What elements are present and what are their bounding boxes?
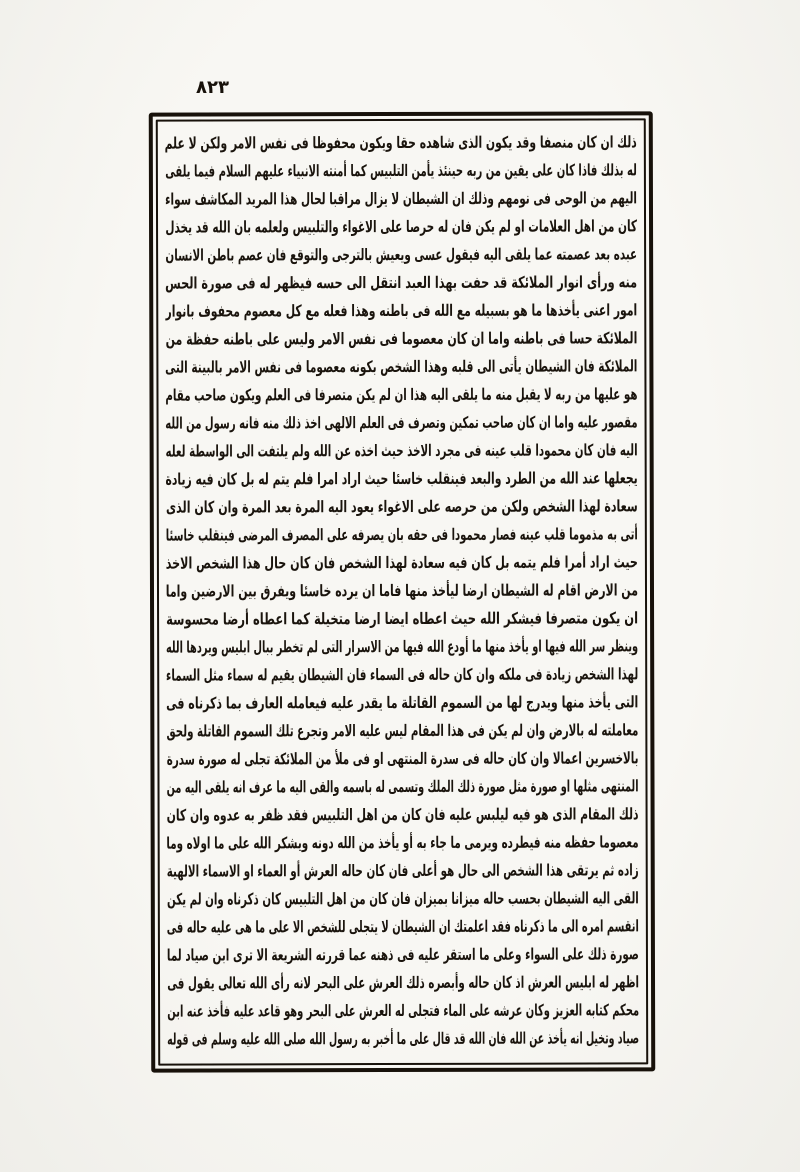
- page-number: ٨٢٣: [196, 77, 229, 98]
- text-line: صياد وتخيل انه يأخذ عن الله فان الله قد قال على ما أخبر به رسول الله صلى الله عليه وسلم فى قوله: [167, 1028, 640, 1049]
- page-border-inner-rule: [156, 118, 648, 1065]
- body-text: [165, 128, 639, 1055]
- text-line: له بذلك فاذا كان على يقين من ربه حينئذ يأمن التلبيس كما أمنته الانبياء عليهم السلام فيما يلقى: [165, 160, 637, 181]
- text-line: سعادة لهذا الشخص ولكن من حرصه على الاغواء يعود اليه المرة بعد المرة وان كان الذى: [165, 496, 638, 517]
- text-line: ذلك ان كان منصفا وقد يكون الذى شاهده حقا ويكون محفوظا فى نفس الامر ولكن لا علم: [164, 132, 637, 153]
- page-border-frame: [149, 111, 656, 1072]
- text-line: لهذا الشخص زيادة فى ملكه وان كان حاله فى السماء فان الشيطان يقيم له سماء مثل السماء: [166, 664, 639, 685]
- text-line: زاده ثم يرتقى هذا الشخص الى حال هو أعلى فان كان حاله العرش أو العماء او الاسماء الالهية: [166, 860, 639, 881]
- text-line: حيث اراد أمرا فلم يتمه بل كان فيه سعادة لهذا الشخص فان كان حال هذا الشخص الاخذ: [165, 552, 638, 573]
- text-line: من الارض اقام له الشيطان ارضا ليأخذ منها فاما ان يرده خاسئا ويفرق بين الارضين واما: [165, 580, 639, 601]
- text-line: كان من اهل العلامات او لم يكن فان له حرصا على الاغواء والتلبيس ولعلمه بان الله قد يخذل: [165, 216, 638, 237]
- text-line: الملائكة فان الشيطان يأتى الى قلبه وهذا الشخص بكونه معصوما فى نفس الامر بالبينة التى: [165, 356, 638, 377]
- text-line: مقصور عليه واما ان كان صاحب تمكين وتصرف فى العلم الالهى اخذ ذلك منه فانه رسول من الله: [165, 412, 638, 433]
- text-line: اليهم من الوحى فى نومهم وذلك ان الشيطان لا يزال مراقبا لحال هذا المريد المكاشف سواء: [165, 188, 637, 209]
- text-line: اظهر له ابليس العرش اذ كان حاله وأبصره ذلك العرش على البحر لانه رأى الله تعالى يقول فى: [167, 972, 640, 993]
- text-line: عبده بعد عصمته عما يلقى اليه فيقول عسى ويعيش بالترجى والتوقع فان عصم باطن الانسان: [165, 244, 638, 265]
- text-line: هو عليها من ربه لا يقبل منه ما يلقى اليه هذا ان لم يكن متصرفا فى العلم ويكون صاحب مقام: [165, 384, 638, 405]
- text-line: يجعلها عند الله من الطرد والبعد فينقلب خاسئا حيث اراد امرا فلم يتم له بل كان فيه زيادة: [165, 468, 638, 489]
- text-line: منه ورأى انوار الملائكة قد حفت بهذا العبد انتقل الى حسه فيظهر له فى صورة الحس: [165, 272, 638, 293]
- text-line: امور اعنى يأخذها ما هو بسبيله مع الله فى باطنه وهذا فعله مع كل معصوم محفوف بانوار: [165, 300, 638, 321]
- text-line: اليه فان كان محمودا قلب عينه فى مجرد الاخذ حيث اخذه عن الله ولم يلتفت الى الواسطة لعله: [165, 440, 638, 461]
- text-line: معصوما حفظه منه فيطرده ويرمى ما جاء به أو يأخذ من الله دونه ويشكر الله على ما اولاه وما: [166, 832, 639, 853]
- text-line: التى يأخذ منها ويدرج لها من السموم القاتلة ما يقدر عليه فيعامله العارف بما ذكرناه فى: [166, 692, 639, 713]
- text-line: أتى به مذموما قلب عينه فصار محمودا فى حقه بان يصرفه على المصرف المرضى فينقلب خاسئا: [165, 524, 638, 545]
- text-line: بالاخسرين اعمالا وان كان حاله فى سدرة المنتهى او فى ملأ من الملائكة تجلى له صورة سدرة: [166, 748, 639, 769]
- text-line: وينظر سر الله فيها او يأخذ منها ما أودع الله فيها من الاسرار التى لم تخطر ببال ابليس ويردها الله: [165, 636, 639, 657]
- text-line: الملائكة حسا فى باطنه واما ان كان معصوما فى نفس الامر وليس على باطنه حفظة من: [165, 328, 638, 349]
- text-line: ان يكون متصرفا فيشكر الله حيث اعطاه ايضا ارضا متخيلة كما اعطاه أرضا محسوسة: [166, 608, 639, 629]
- text-line: المنتهى مثلها او صورة مثل صورة ذلك الملك وتسمى له باسمه والقى اليه ما عرف انه يلقى اليه من: [166, 776, 639, 797]
- text-line: القى اليه الشيطان بحسب حاله ميزانا بميزان فان كان من اهل التلبيس كان ذكرناه وان لم يكن: [167, 888, 639, 909]
- text-line: انقسم امره الى ما ذكرناه فقد اعلمتك ان الشيطان لا يتجلى للشخص الا على ما هى عليه حاله فى: [166, 916, 639, 937]
- text-line: معاملته له بالارض وان لم يكن فى هذا المقام ليس عليه الامر وتجرع تلك السموم القاتلة ولحق: [166, 720, 639, 741]
- text-line: ذلك المقام الذى هو فيه ليلبس عليه فان كان من اهل التلبيس فقد ظفر به عدوه وان كان: [166, 804, 639, 825]
- text-line: محكم كتابه العزيز وكان عرشه على الماء فتجلى له العرش على البحر وهو قاعد عليه فأخذ عنه ابن: [167, 1000, 640, 1021]
- text-line: صورة ذلك على السواء وعلى ما استقر عليه فى ذهنه عما قررته الشريعة الا ترى ابن صياد لما: [166, 944, 639, 965]
